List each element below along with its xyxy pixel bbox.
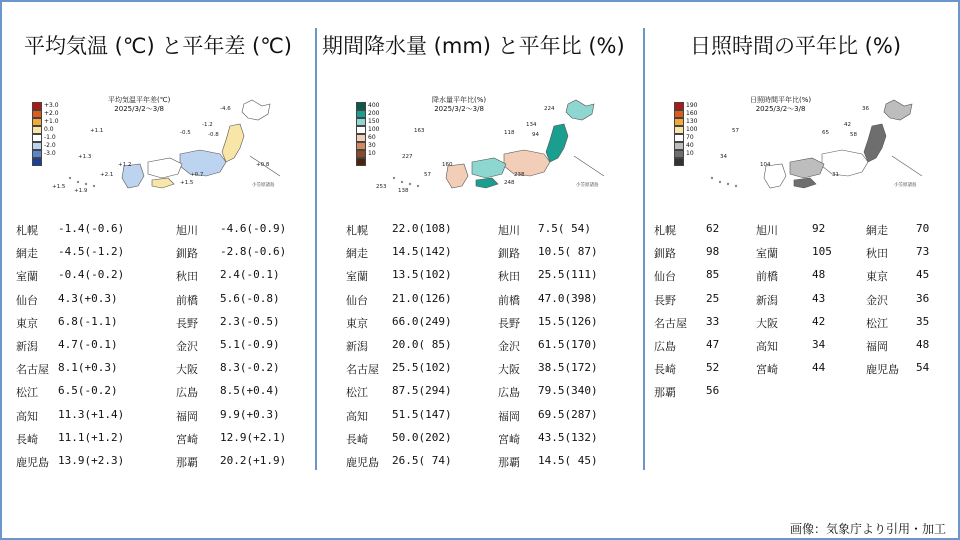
map-island <box>711 177 713 179</box>
legend-entry <box>356 142 379 150</box>
legend-entry <box>356 102 379 110</box>
legend-label: 10 <box>686 150 694 157</box>
station-value: 87.5(294) <box>392 384 452 398</box>
station-name: 網走 <box>866 224 888 237</box>
station-name: 松江 <box>16 386 38 400</box>
legend-label: 40 <box>686 142 694 149</box>
map-value-label: 248 <box>504 180 515 186</box>
map-region <box>546 124 568 162</box>
map-value-label: 134 <box>526 122 537 128</box>
legend-label: -1.0 <box>44 134 56 141</box>
station-value: 38.5(172) <box>538 361 598 375</box>
station-value: 11.1(+1.2) <box>58 430 125 444</box>
station-value: 12.9(+2.1) <box>220 430 287 444</box>
map-inset-line <box>892 156 922 176</box>
map-island <box>409 183 411 185</box>
map-region <box>790 158 824 178</box>
legend-swatch <box>32 102 42 110</box>
station-name: 那覇 <box>654 386 676 400</box>
station-name: 前橋 <box>498 293 520 307</box>
station-value: 25.5(102) <box>392 361 452 375</box>
station-name: 宮崎 <box>498 432 520 446</box>
map-island <box>77 181 79 183</box>
station-name: 高知 <box>756 340 778 353</box>
station-name: 室蘭 <box>16 270 38 284</box>
legend-label: 200 <box>368 110 380 117</box>
map-value-label: 34 <box>720 154 727 160</box>
station-name: 長野 <box>654 293 676 307</box>
station-name: 那覇 <box>498 456 520 469</box>
station-name: 東京 <box>346 316 368 330</box>
station-value: 56 <box>706 384 720 398</box>
station-value: -2.8(-0.6) <box>220 245 287 259</box>
legend-entry <box>356 134 379 142</box>
station-value: 21.0(126) <box>392 291 452 305</box>
map-value-label: 163 <box>414 128 425 134</box>
station-value: 5.6(-0.8) <box>220 291 280 305</box>
map-value-label: 118 <box>504 130 515 136</box>
station-value: 47.0(398) <box>538 291 598 305</box>
map-title-line: 平均気温平年差(℃) <box>108 96 171 104</box>
map-value-label: +1.9 <box>74 188 88 194</box>
map-region <box>504 150 550 176</box>
station-value: 42 <box>812 314 826 328</box>
legend-label: 150 <box>368 118 380 125</box>
station-value: 13.5(102) <box>392 268 452 282</box>
legend-swatch <box>32 158 42 166</box>
legend-entry <box>674 126 697 134</box>
legend-entry <box>32 150 59 158</box>
map-region <box>822 150 868 176</box>
legend-swatch <box>356 142 366 150</box>
map-title-line: 2025/3/2～3/8 <box>114 105 165 113</box>
station-name: 大阪 <box>756 316 778 330</box>
precipitation-panel-title: 期間降水量 (mm) と平年比 (%) <box>322 34 625 58</box>
legend-swatch <box>674 118 684 126</box>
station-name: 名古屋 <box>16 363 49 377</box>
station-value: -4.5(-1.2) <box>58 245 125 259</box>
station-value: 20.2(+1.9) <box>220 454 287 467</box>
station-name: 長崎 <box>16 432 38 446</box>
legend-label: 130 <box>686 118 698 125</box>
legend-label: 100 <box>686 126 698 133</box>
panel-divider-2 <box>643 28 645 470</box>
legend-entry <box>674 158 697 166</box>
map-inset-line <box>574 156 604 176</box>
station-name: 福岡 <box>866 340 888 353</box>
station-value: 33 <box>706 314 720 328</box>
legend-swatch <box>674 158 684 166</box>
station-value: 7.5( 54) <box>538 222 591 235</box>
legend-swatch <box>32 126 42 134</box>
station-value: 43.5(132) <box>538 430 598 444</box>
map-value-label: 238 <box>514 172 525 178</box>
station-name: 高知 <box>346 409 368 423</box>
panel-divider-1 <box>315 28 317 470</box>
station-name: 室蘭 <box>756 247 778 261</box>
station-name: 新潟 <box>756 293 778 307</box>
legend-label: 100 <box>368 126 380 133</box>
station-name: 福岡 <box>176 409 198 423</box>
legend-swatch <box>674 134 684 142</box>
station-name: 釧路 <box>654 247 676 261</box>
map-inset-name: 小笠原諸島 <box>576 183 599 188</box>
station-value: -1.4(-0.6) <box>58 222 125 235</box>
legend-entry <box>356 126 379 134</box>
legend-label: -2.0 <box>44 142 56 149</box>
legend-swatch <box>356 110 366 118</box>
legend-entry <box>32 102 59 110</box>
station-name: 鹿児島 <box>866 363 899 377</box>
station-value: 15.5(126) <box>538 314 598 328</box>
map-value-label: +1.2 <box>118 162 132 168</box>
legend-label: +3.0 <box>44 102 59 109</box>
station-name: 広島 <box>654 340 676 353</box>
station-value: 9.9(+0.3) <box>220 407 280 421</box>
station-value: 92 <box>812 222 826 235</box>
station-name: 旭川 <box>756 224 778 237</box>
precipitation-map-legend <box>356 102 379 166</box>
legend-label: 400 <box>368 102 380 109</box>
station-name: 高知 <box>16 409 38 423</box>
map-region <box>152 178 174 188</box>
legend-swatch <box>32 134 42 142</box>
station-value: 61.5(170) <box>538 338 598 351</box>
station-value: 69.5(287) <box>538 407 598 421</box>
station-value: 48 <box>916 338 930 351</box>
station-value: 14.5(142) <box>392 245 452 259</box>
station-name: 東京 <box>16 316 38 330</box>
legend-swatch <box>674 110 684 118</box>
station-value: 22.0(108) <box>392 222 452 235</box>
station-value: 73 <box>916 245 930 259</box>
station-value: 2.3(-0.5) <box>220 314 280 328</box>
station-name: 金沢 <box>498 340 520 353</box>
station-value: 25 <box>706 291 720 305</box>
map-value-label: 253 <box>376 184 387 190</box>
temperature-map-legend <box>32 102 59 166</box>
station-name: 室蘭 <box>346 270 368 284</box>
map-value-label: +0.7 <box>190 172 204 178</box>
station-name: 札幌 <box>654 224 676 237</box>
station-name: 大阪 <box>498 363 520 377</box>
legend-entry <box>32 110 59 118</box>
station-value: 51.5(147) <box>392 407 452 421</box>
legend-swatch <box>356 158 366 166</box>
precipitation-map <box>354 96 610 196</box>
legend-entry <box>32 142 59 150</box>
station-name: 仙台 <box>346 293 368 307</box>
legend-swatch <box>356 102 366 110</box>
station-name: 金沢 <box>176 340 198 353</box>
legend-entry <box>356 110 379 118</box>
map-region <box>884 100 912 120</box>
station-name: 那覇 <box>176 456 198 469</box>
map-region <box>566 100 594 120</box>
station-value: 35 <box>916 314 930 328</box>
station-name: 東京 <box>866 270 888 284</box>
station-name: 鹿児島 <box>16 456 49 469</box>
station-name: 名古屋 <box>346 363 379 377</box>
station-name: 福岡 <box>498 409 520 423</box>
station-name: 釧路 <box>498 247 520 261</box>
legend-label: 160 <box>686 110 698 117</box>
map-value-label: 227 <box>402 154 413 160</box>
legend-entry <box>674 110 697 118</box>
station-value: 47 <box>706 338 720 351</box>
map-island <box>719 181 721 183</box>
station-value: 8.5(+0.4) <box>220 384 280 398</box>
station-name: 金沢 <box>866 293 888 307</box>
station-value: 6.5(-0.2) <box>58 384 118 398</box>
station-name: 長野 <box>498 316 520 330</box>
station-value: 10.5( 87) <box>538 245 598 259</box>
legend-swatch <box>674 126 684 134</box>
station-value: 34 <box>812 338 826 351</box>
station-value: 13.9(+2.3) <box>58 454 125 467</box>
station-value: 4.3(+0.3) <box>58 291 118 305</box>
station-name: 札幌 <box>346 224 368 237</box>
map-island <box>93 185 95 187</box>
station-name: 広島 <box>176 386 198 400</box>
map-inset-name: 小笠原諸島 <box>252 183 275 188</box>
map-island <box>735 185 737 187</box>
station-name: 宮崎 <box>756 363 778 377</box>
map-value-label: 58 <box>850 132 857 138</box>
map-region <box>864 124 886 162</box>
station-name: 秋田 <box>866 247 888 261</box>
legend-entry <box>356 118 379 126</box>
map-value-label: 65 <box>822 130 829 136</box>
legend-entry <box>674 142 697 150</box>
map-region <box>222 124 244 162</box>
station-name: 前橋 <box>176 293 198 307</box>
legend-label: +2.0 <box>44 110 59 117</box>
map-value-label: 160 <box>442 162 453 168</box>
map-title-line: 2025/3/2～3/8 <box>434 105 484 113</box>
station-value: 48 <box>812 268 826 282</box>
map-value-label: 42 <box>844 122 851 128</box>
map-inset-name: 小笠原諸島 <box>894 183 917 188</box>
map-value-label: 57 <box>424 172 431 178</box>
legend-entry <box>356 158 379 166</box>
station-name: 名古屋 <box>654 316 687 330</box>
legend-swatch <box>356 150 366 158</box>
station-value: -0.4(-0.2) <box>58 268 125 282</box>
legend-entry <box>674 102 697 110</box>
legend-label: +1.0 <box>44 118 59 125</box>
map-value-label: 94 <box>532 132 539 138</box>
map-island <box>393 177 395 179</box>
sunshine-map-legend <box>674 102 697 166</box>
station-name: 宮崎 <box>176 432 198 446</box>
station-value: 44 <box>812 361 826 375</box>
station-value: 2.4(-0.1) <box>220 268 280 282</box>
map-island <box>85 183 87 185</box>
sunshine-map-title <box>750 96 811 114</box>
legend-swatch <box>674 102 684 110</box>
station-value: 11.3(+1.4) <box>58 407 125 421</box>
temperature-map <box>30 96 286 196</box>
legend-entry <box>674 134 697 142</box>
legend-entry <box>356 150 379 158</box>
station-name: 長崎 <box>654 363 676 377</box>
station-value: 26.5( 74) <box>392 454 452 467</box>
legend-swatch <box>32 110 42 118</box>
legend-entry <box>32 158 59 166</box>
station-name: 網走 <box>16 247 38 261</box>
station-value: 70 <box>916 222 930 235</box>
map-value-label: +1.1 <box>90 128 104 134</box>
map-value-label: -1.2 <box>202 122 213 128</box>
station-value: -4.6(-0.9) <box>220 222 287 235</box>
image-credit: 画像：気象庁より引用・加工 <box>789 522 946 536</box>
legend-label: -3.0 <box>44 150 56 157</box>
legend-entry <box>674 150 697 158</box>
temperature-panel-title: 平均気温 (℃) と平年差 (℃) <box>24 34 292 58</box>
map-region <box>472 158 506 178</box>
station-value: 66.0(249) <box>392 314 452 328</box>
station-value: 6.8(-1.1) <box>58 314 118 328</box>
station-name: 長野 <box>176 316 198 330</box>
map-value-label: 138 <box>398 188 409 194</box>
station-name: 新潟 <box>346 340 368 353</box>
legend-label: 190 <box>686 102 698 109</box>
station-value: 85 <box>706 268 720 282</box>
station-value: 79.5(340) <box>538 384 598 398</box>
map-value-label: 36 <box>862 106 869 112</box>
legend-label: 0.0 <box>44 126 54 133</box>
station-value: 4.7(-0.1) <box>58 338 118 351</box>
legend-swatch <box>356 134 366 142</box>
map-value-label: -4.6 <box>220 106 231 112</box>
map-region <box>242 100 270 120</box>
map-value-label: 57 <box>732 128 739 134</box>
map-island <box>69 177 71 179</box>
map-island <box>417 185 419 187</box>
map-region <box>794 178 816 188</box>
legend-label: 30 <box>368 142 376 149</box>
station-name: 札幌 <box>16 224 38 237</box>
station-value: 62 <box>706 222 720 235</box>
station-name: 仙台 <box>16 293 38 307</box>
sunshine-panel-title: 日照時間の平年比 (%) <box>690 34 902 58</box>
legend-label: 70 <box>686 134 694 141</box>
precipitation-map-title <box>432 96 486 114</box>
map-value-label: +0.8 <box>256 162 270 168</box>
map-value-label: -0.8 <box>208 132 219 138</box>
station-name: 松江 <box>346 386 368 400</box>
station-value: 45 <box>916 268 930 282</box>
station-value: 8.1(+0.3) <box>58 361 118 375</box>
map-title-line: 日照時間平年比(%) <box>750 96 812 104</box>
station-name: 旭川 <box>176 224 198 237</box>
map-island <box>401 181 403 183</box>
map-region <box>476 178 498 188</box>
legend-entry <box>32 118 59 126</box>
sunshine-map <box>672 96 928 196</box>
map-value-label: 104 <box>760 162 771 168</box>
station-value: 25.5(111) <box>538 268 598 282</box>
legend-swatch <box>32 150 42 158</box>
station-value: 105 <box>812 245 832 259</box>
legend-label: 10 <box>368 150 376 157</box>
legend-swatch <box>674 142 684 150</box>
legend-entry <box>674 118 697 126</box>
station-value: 20.0( 85) <box>392 338 452 351</box>
station-value: 98 <box>706 245 720 259</box>
station-name: 旭川 <box>498 224 520 237</box>
legend-swatch <box>356 118 366 126</box>
map-island <box>727 183 729 185</box>
station-name: 釧路 <box>176 247 198 261</box>
legend-swatch <box>674 150 684 158</box>
station-value: 52 <box>706 361 720 375</box>
map-region <box>148 158 182 178</box>
station-name: 松江 <box>866 316 888 330</box>
station-value: 14.5( 45) <box>538 454 598 467</box>
map-value-label: +1.3 <box>78 154 92 160</box>
map-value-label: +2.1 <box>100 172 114 178</box>
station-name: 長崎 <box>346 432 368 446</box>
temperature-map-title <box>108 96 170 114</box>
station-name: 仙台 <box>654 270 676 284</box>
legend-swatch <box>32 142 42 150</box>
station-name: 前橋 <box>756 270 778 284</box>
map-value-label: 31 <box>832 172 839 178</box>
station-name: 網走 <box>346 247 368 261</box>
station-value: 54 <box>916 361 930 375</box>
station-value: 5.1(-0.9) <box>220 338 280 351</box>
station-value: 8.3(-0.2) <box>220 361 280 375</box>
legend-label: 60 <box>368 134 376 141</box>
station-name: 新潟 <box>16 340 38 353</box>
station-name: 秋田 <box>498 270 520 284</box>
station-name: 秋田 <box>176 270 198 284</box>
map-value-label: +1.5 <box>180 180 194 186</box>
station-value: 43 <box>812 291 826 305</box>
legend-entry <box>32 134 59 142</box>
station-name: 広島 <box>498 386 520 400</box>
map-title-line: 2025/3/2～3/8 <box>755 105 806 113</box>
map-value-label: 224 <box>544 106 555 112</box>
station-value: 36 <box>916 291 930 305</box>
station-name: 大阪 <box>176 363 198 377</box>
legend-entry <box>32 126 59 134</box>
legend-swatch <box>356 126 366 134</box>
map-value-label: -0.5 <box>180 130 191 136</box>
map-value-label: +1.5 <box>52 184 66 190</box>
station-value: 50.0(202) <box>392 430 452 444</box>
map-title-line: 降水量平年比(%) <box>432 96 487 104</box>
station-name: 鹿児島 <box>346 456 379 469</box>
legend-swatch <box>32 118 42 126</box>
